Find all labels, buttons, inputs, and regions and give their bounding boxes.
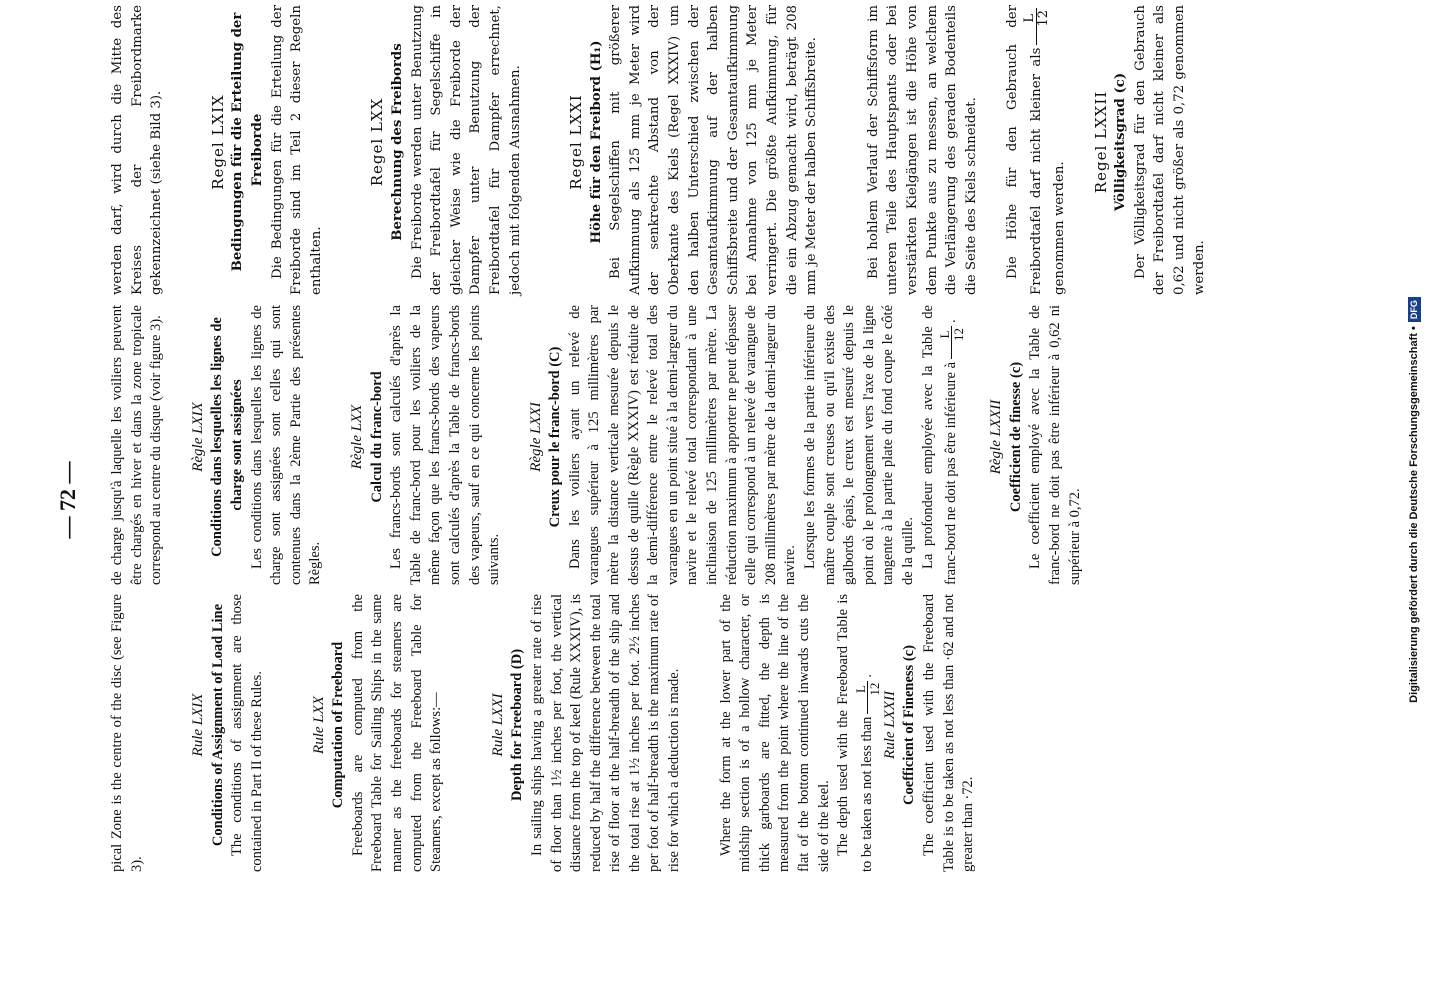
french-rule-70: Règle LXX xyxy=(348,404,365,470)
english-heading-70: Computation of Freeboard xyxy=(330,641,347,809)
german-paragraph-71b: Bei hohlem Verlauf der Schiffsform im unteren Teile des Hauptspants oder bei verstärkten Kielgängen ist die Höhe von dem Punkte aus zu messen, an welchem die Verlängerung des geraden Bodenteils die Seite des Kiels schneidet. xyxy=(865,5,979,295)
german-rule-71: Regel LXXI xyxy=(567,94,586,190)
german-fraction-denominator: 12 xyxy=(1035,10,1051,27)
french-heading-71: Creux pour le franc-bord (C) xyxy=(547,346,564,528)
english-fraction xyxy=(854,681,881,714)
english-rule-72: Rule LXXII xyxy=(881,691,898,759)
funding-note xyxy=(1402,0,1426,1000)
german-heading-72: Völligkeitsgrad (c) xyxy=(1113,72,1129,212)
german-rule-72: Regel LXXII xyxy=(1091,90,1110,194)
french-fraction-denominator: 12 xyxy=(951,327,967,341)
french-rule-69: Règle LXIX xyxy=(189,402,206,472)
german-fraction xyxy=(1023,8,1050,45)
german-heading-71: Höhe für den Freibord (H₁) xyxy=(588,40,604,244)
french-fraction-numerator: L xyxy=(938,326,952,359)
english-fraction-numerator: L xyxy=(854,681,868,714)
german-heading-69: Bedingungen für die Erteilung der Freiborde xyxy=(230,12,265,272)
german-rule-69: Regel LXIX xyxy=(208,94,227,190)
english-paragraph-70: Freeboards are computed from the Freeboard Table for Sailing Ships in the same manner as the freeboards for steamers are computed from the Freeboard Table for Steamers, except as follows:— xyxy=(349,594,445,872)
french-depth-text: La profondeur employée avec la Table de franc-bord ne doit pas être inférieure à xyxy=(919,305,959,585)
english-paragraph-71c: The depth used with the Freeboard Table is to be taken as not less than L 12 . xyxy=(835,594,882,872)
french-paragraph-71: Dans les voiliers ayant un relevé de varangues supérieur à 125 millimètres par mètre la distance verticale mesurée depuis le dessus de quille (Règle XXXIV) est réduite de la demi-différence entre le relevé total des varangues en un point situé à la demi-largeur du navire et le relevé total correspondant à une inclinaison de 125 millimètres par mètre. La réduction maximum à apporter ne peut dépasser celle qui correspond à un relevé de varangue de 208 millimètres par mètre de la demi-largeur du navire. xyxy=(566,305,799,585)
english-depth-text: The depth used with the Freeboard Table is to be taken as not less than xyxy=(835,594,875,872)
funding-note-text: Digitalisierung gefördert durch die Deutsche Forschungsgemeinschaft • xyxy=(1408,326,1420,703)
english-heading-69: Conditions of Assignment of Load Line xyxy=(209,603,226,847)
french-heading-69: Conditions dans lesquelles les lignes de charge sont assignées xyxy=(209,317,245,557)
german-column xyxy=(108,5,1209,295)
dfg-logo-icon: DFG xyxy=(1408,297,1421,322)
english-rule-70: Rule LXX xyxy=(310,696,327,754)
english-column xyxy=(108,594,979,872)
french-paragraph-70: Les francs-bords sont calculés d'après la Table de franc-bord pour les voiliers de la même façon que les francs-bords des vapeurs sont calculés d'après la Table de francs-bords des vapeurs, sauf en ce qui concerne les points suivants. xyxy=(388,305,503,585)
german-paragraph-71c xyxy=(1003,5,1069,295)
english-paragraph-69: The conditions of assignment are those contained in Part II of these Rules. xyxy=(229,594,265,872)
french-intro: de charge jusqu'à laquelle les voiliers peuvent être chargés en hiver et dans la zone tropicale correspond au centre du disque (voir figure 3). xyxy=(109,305,165,585)
german-intro: werden darf, wird durch die Mitte des Kreises der Freibordmarke gekennzeichnet (siehe Bild 3). xyxy=(110,5,165,295)
german-heading-70: Berechnung des Freibords xyxy=(389,43,405,241)
german-depth-text: Die Höhe für den Gebrauch der Freibordtafel darf nicht kleiner als xyxy=(1005,5,1044,295)
german-paragraph-72: Der Völligkeitsgrad für den Gebrauch der Freibordtafel darf nicht kleiner als 0,62 und nicht größer als 0,72 genommen werden. xyxy=(1132,5,1207,295)
french-paragraph-71c: La profondeur employée avec la Table de franc-bord ne doit pas être inférieure à L 12 . xyxy=(919,305,967,585)
english-heading-71: Depth for Freeboard (D) xyxy=(509,648,526,802)
french-heading-70: Calcul du franc-bord xyxy=(368,371,385,503)
german-fraction-numerator: L xyxy=(1023,8,1037,45)
german-rule-70: Regel LXX xyxy=(368,97,387,187)
french-heading-72: Coefficient de finesse (c) xyxy=(1007,361,1024,513)
english-rule-69: Rule LXIX xyxy=(190,693,207,757)
french-rule-72: Règle LXXII xyxy=(988,399,1005,475)
german-depth-text-end: genommen werden. xyxy=(1051,161,1067,295)
german-paragraph-71: Bei Segelschiffen mit größerer Aufkimmung als 125 mm je Meter wird der senkrechte Abstand von der Oberkante des Kiels (Regel XXXIV) um den halben Unterschied zwischen der Gesamtaufkimmung auf der halben Schiffsbreite und der Gesamtaufkimmung bei Annahme von 125 mm je Meter verringert. Die größte Aufkimmung, für die ein Abzug gemacht wird, beträgt 208 mm je Meter der halben Schiffsbreite. xyxy=(608,5,820,295)
english-heading-72: Coefficient of Fineness (c) xyxy=(901,645,918,805)
english-paragraph-72: The coefficient used with the Freeboard Table is to be taken as not less than ·62 and not greater than ·72. xyxy=(921,594,977,872)
french-paragraph-71b: Lorsque les formes de la partie inférieure du maître couple sont creuses ou qu'il existe des galbords épais, le creux est mesuré depuis le point où le prolongement vers l'axe de la ligne tangente à la partie plate du fond coupe le côté de la quille. xyxy=(802,305,916,585)
german-paragraph-70: Die Freiborde werden unter Benutzung der Freibordtafel für Segelschiffe in gleicher Weise wie die Freiborde der Dampfer unter Benutzung der Freibordtafel für Dampfer errechnet, jedoch mit folgenden Ausnahmen. xyxy=(409,5,523,295)
english-paragraph-71b: Where the form at the lower part of the midship section is of a hollow character, or thick garboards are fitted, the depth is measured from the point where the line of the flat of the bottom continued inwards cuts the side of the keel. xyxy=(717,594,832,872)
french-fraction xyxy=(938,326,965,359)
english-fraction-denominator: 12 xyxy=(866,682,882,696)
english-paragraph-71: In sailing ships having a greater rate of rise of floor than 1½ inches per foot, the vertical distance from the top of keel (Rule XXXIV), is reduced by half the difference between the total rise of floor at the half-breadth of the ship and the total rise at 1½ inches per foot. 2½ inches per foot of half-breadth is the maximum rate of rise for which a deduction is made. xyxy=(528,594,683,872)
page-number: — 72 — xyxy=(55,461,80,539)
german-paragraph-69: Die Bedingungen für die Erteilung der Freiborde sind im Teil 2 dieser Regeln enthalten. xyxy=(269,5,324,295)
french-paragraph-69: Les conditions dans lesquelles les lignes de charge sont assignées sont celles qui sont contenues dans la 2ème Partie des présentes Règles. xyxy=(248,305,324,585)
french-paragraph-72: Le coefficient employé avec la Table de franc-bord ne doit pas être inférieur à 0,62 ni supérieur à 0,72. xyxy=(1027,305,1083,585)
french-column xyxy=(108,305,1085,585)
english-rule-71: Rule LXXI xyxy=(489,693,506,757)
french-rule-71: Règle LXXI xyxy=(527,402,544,472)
english-intro: pical Zone is the centre of the disc (see Figure 3). xyxy=(109,594,145,872)
